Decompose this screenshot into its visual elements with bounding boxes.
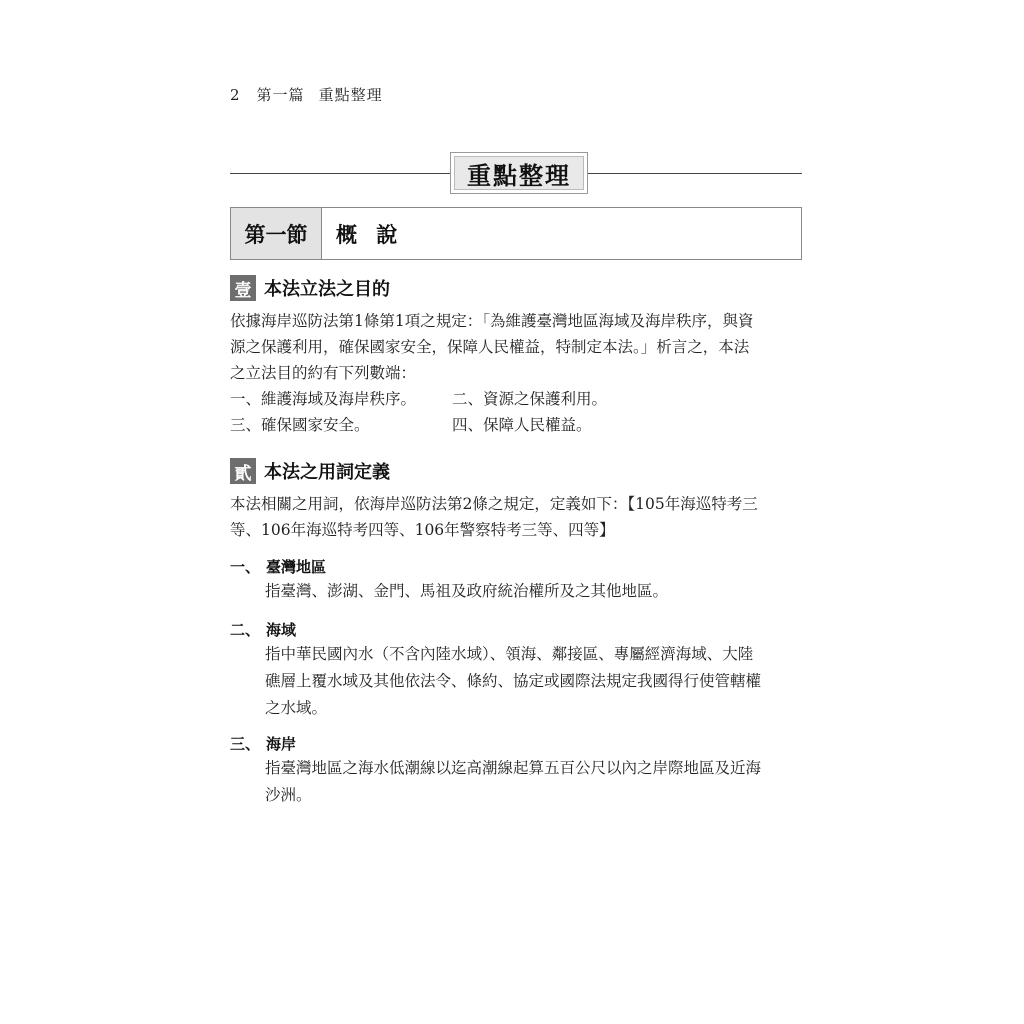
title-rule-left <box>230 173 450 174</box>
heading-definitions-text: 本法之用詞定義 <box>264 462 390 483</box>
running-head-title: 重點整理 <box>318 86 383 104</box>
definition-line: 之水域。 <box>265 699 328 717</box>
purpose-item: 三、確保國家安全。 <box>230 416 370 434</box>
definition-line: 指臺灣地區之海水低潮線以迄高潮線起算五百公尺以內之岸際地區及近海 <box>265 759 762 777</box>
definition-term: 海岸 <box>266 735 297 753</box>
definition-term: 海域 <box>266 621 297 639</box>
page-number: 2 <box>230 86 241 104</box>
definition-line: 指臺灣、澎湖、金門、馬祖及政府統治權所及之其他地區。 <box>265 582 669 600</box>
definition-body-coast <box>265 755 802 809</box>
definition-body-taiwan <box>265 578 802 605</box>
definitions-paragraph-line: 等、106年海巡特考四等、106年警察特考三等、四等】 <box>230 521 615 539</box>
definition-body-sea <box>265 641 802 722</box>
definition-term-taiwan <box>230 556 326 577</box>
purpose-item: 二、資源之保護利用。 <box>452 390 608 408</box>
section-header <box>230 207 802 260</box>
definition-number: 三、 <box>230 735 261 753</box>
section-name: 概 說 <box>336 222 404 247</box>
definition-line: 沙洲。 <box>265 786 312 804</box>
definition-term-sea <box>230 619 296 640</box>
definitions-paragraph-line: 本法相關之用詞，依海岸巡防法第2條之規定，定義如下：【105年海巡特考三 <box>230 495 758 513</box>
purpose-item: 一、維護海域及海岸秩序。 <box>230 390 417 408</box>
purpose-paragraph <box>230 308 802 386</box>
definitions-paragraph <box>230 491 802 543</box>
definition-term: 臺灣地區 <box>266 558 327 576</box>
title-rule-right <box>588 173 802 174</box>
purpose-paragraph-line: 之立法目的約有下列數端： <box>230 364 417 382</box>
heading-purpose <box>230 275 390 301</box>
definition-line: 指中華民國內水（不含內陸水域）、領海、鄰接區、專屬經濟海域、大陸 <box>265 645 754 663</box>
badge-two: 貳 <box>230 458 256 484</box>
definition-number: 一、 <box>230 558 261 576</box>
purpose-item: 四、保障人民權益。 <box>452 416 592 434</box>
definition-line: 礁層上覆水域及其他依法令、條約、協定或國際法規定我國得行使管轄權 <box>265 672 762 690</box>
purpose-row <box>230 412 592 438</box>
purpose-paragraph-line: 源之保護利用，確保國家安全，保障人民權益，特制定本法。」析言之，本法 <box>230 338 750 356</box>
heading-definitions <box>230 458 390 484</box>
badge-one: 壹 <box>230 275 256 301</box>
section-number: 第一節 <box>231 208 322 259</box>
running-head-part: 第一篇 <box>256 86 305 104</box>
definition-term-coast <box>230 733 296 754</box>
purpose-paragraph-line: 依據海岸巡防法第1條第1項之規定：「為維護臺灣地區海域及海岸秩序，與資 <box>230 312 754 330</box>
definition-number: 二、 <box>230 621 261 639</box>
title-banner: 重點整理 <box>450 152 588 194</box>
title-banner-row <box>230 150 802 198</box>
heading-purpose-text: 本法立法之目的 <box>264 279 390 300</box>
running-head <box>230 84 397 105</box>
purpose-row <box>230 386 608 412</box>
